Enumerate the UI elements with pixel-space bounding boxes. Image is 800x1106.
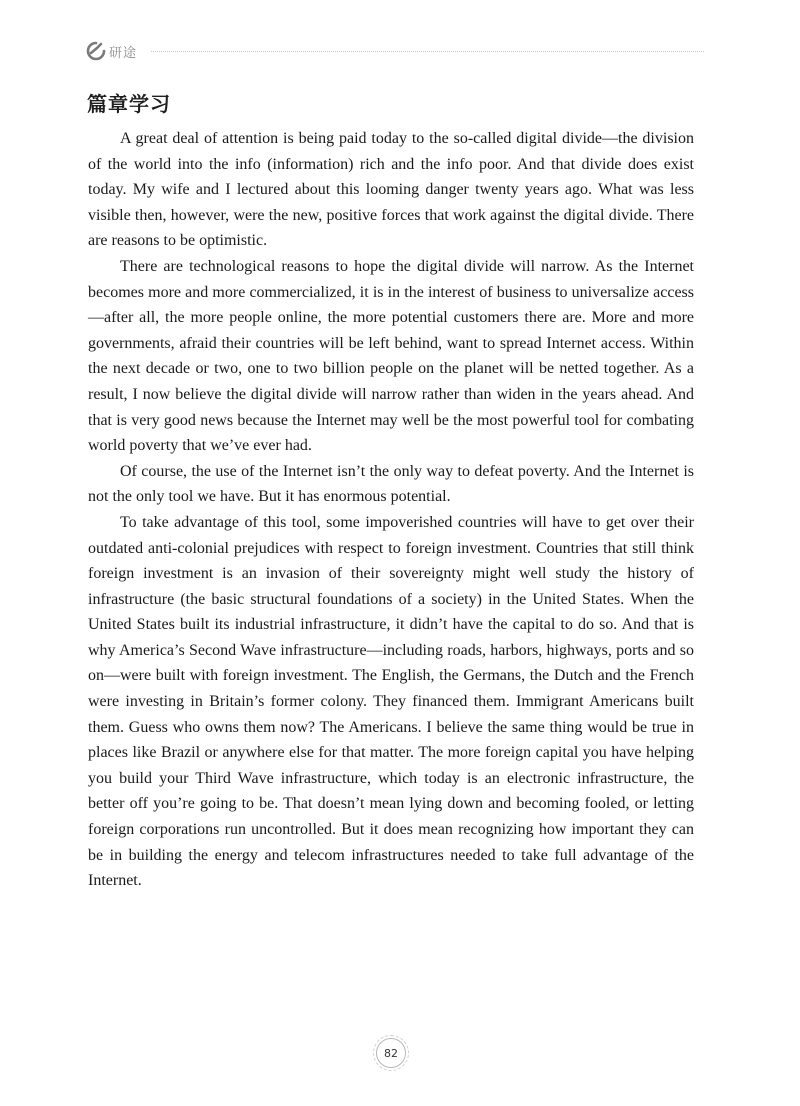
paragraph: A great deal of attention is being paid today to the so-called digital divide—the division of the world into the info (information) rich and the info poor. And that divide does exist today. My wife and I lectured about this looming danger twenty years ago. What was less visible then, however, were the new, positive forces that work against the digital divide. There are reasons to be optimistic. bbox=[88, 130, 694, 250]
header-divider bbox=[151, 51, 704, 52]
brand-name: 研途 bbox=[109, 45, 138, 61]
paragraph: To take advantage of this tool, some impoverished countries will have to get over their outdated anti-colonial prejudices with respect to foreign investment. Countries that still think foreign investment is an invasion of their sovereignty might well study the history of infrastructure (the basic structural foundations of a society) in the United States. When the United States built its industrial infrastructure, it didn’t have the capital to do so. And that is why America’s Second Wave infrastructure—including roads, harbors, highways, ports and so on—were built with foreign investment. The English, the Germans, the Dutch and the French were investing in Britain’s former colony. They financed them. Immigrant Americans built them. Guess who owns them now? The Americans. I believe the same thing would be true in places like Brazil or anywhere else for that matter. The more foreign capital you have helping you build your Third Wave infrastructure, which today is an electronic infrastructure, the better off you’re going to be. That doesn’t mean lying down and becoming fooled, or letting foreign corporations run uncontrolled. But it does mean recognizing how important they can be in building the energy and telecom infrastructures needed to take full advantage of the Internet. bbox=[88, 513, 694, 890]
brand-logo bbox=[86, 41, 137, 61]
paragraph: There are technological reasons to hope the digital divide will narrow. As the Internet becomes more and more commercialized, it is in the interest of business to universalize access—after all, the more people online, the more potential customers there are. More and more governments, afraid their countries will be left behind, want to spread Internet access. Within the next decade or two, one to two billion people on the planet will be netted together. As a result, I now believe the digital divide will narrow rather than widen in the years ahead. And that is very good news because the Internet may well be the most powerful tool for combating world poverty that we’ve ever had. bbox=[88, 257, 694, 455]
circular-swoosh-logo-icon bbox=[86, 41, 106, 61]
page-header bbox=[86, 38, 704, 64]
page-number: 82 bbox=[384, 1046, 398, 1060]
article-body bbox=[88, 126, 694, 894]
page-number-badge bbox=[376, 1038, 406, 1068]
paragraph: Of course, the use of the Internet isn’t the only way to defeat poverty. And the Internet is not the only tool we have. But it has enormous potential. bbox=[88, 462, 694, 506]
section-title: 篇章学习 bbox=[87, 92, 171, 116]
